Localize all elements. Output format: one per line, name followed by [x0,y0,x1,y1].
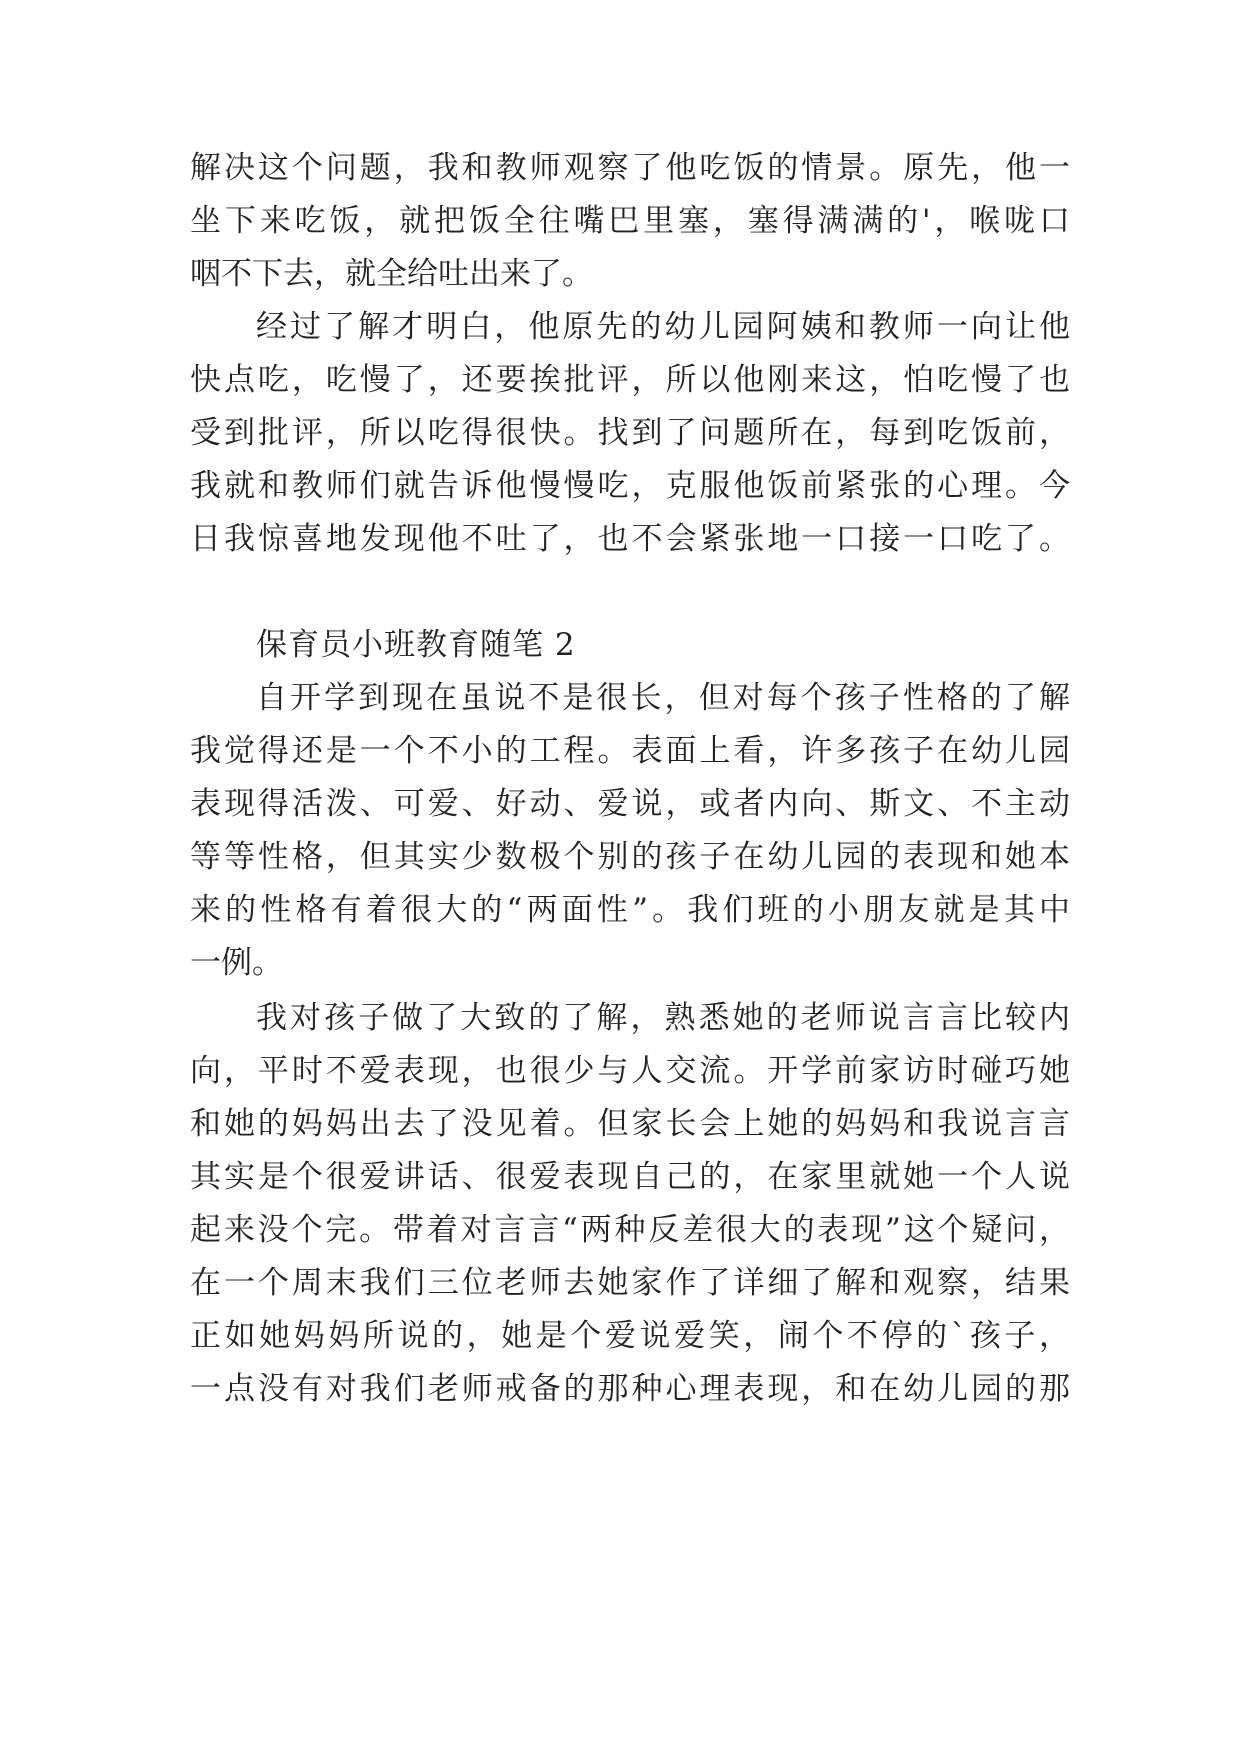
paragraph-3-line-3: 表现得活泼、可爱、好动、爱说，或者内向、斯文、不主动 [190,786,1070,822]
paragraph-1-line-2: 坐下来吃饭，就把饭全往嘴巴里塞，塞得满满的'，喉咙口 [190,203,1070,239]
paragraph-3-line-1: 自开学到现在虽说不是很长，但对每个孩子性格的了解 [256,680,1070,716]
paragraph-4-line-1: 我对孩子做了大致的了解，熟悉她的老师说言言比较内 [256,1000,1070,1036]
paragraph-4-line-7: 正如她妈妈所说的，她是个爱说爱笑，闹个不停的`孩子， [190,1318,1070,1354]
paragraph-4-line-4: 其实是个很爱讲话、很爱表现自己的，在家里就她一个人说 [190,1159,1070,1195]
paragraph-1-line-3: 咽不下去，就全给吐出来了。 [190,256,593,292]
paragraph-4-line-8: 一点没有对我们老师戒备的那种心理表现，和在幼儿园的那 [190,1371,1070,1407]
paragraph-3-line-5: 来的性格有着很大的“两面性”。我们班的小朋友就是其中 [190,892,1070,928]
paragraph-4-line-5: 起来没个完。带着对言言“两种反差很大的表现”这个疑问， [190,1212,1070,1248]
paragraph-2-line-2: 快点吃，吃慢了，还要挨批评，所以他刚来这，怕吃慢了也 [190,362,1070,398]
paragraph-2-line-4: 我就和教师们就告诉他慢慢吃，克服他饭前紧张的心理。今 [190,468,1070,504]
paragraph-3-line-4: 等等性格，但其实少数极个别的孩子在幼儿园的表现和她本 [190,839,1070,875]
paragraph-2-line-3: 受到批评，所以吃得很快。找到了问题所在，每到吃饭前， [190,415,1070,451]
paragraph-1-line-1: 解决这个问题，我和教师观察了他吃饭的情景。原先，他一 [190,150,1070,186]
paragraph-3-line-6: 一例。 [190,945,283,981]
section-heading: 保育员小班教育随笔 2 [256,627,576,663]
paragraph-2-line-5: 日我惊喜地发现他不吐了，也不会紧张地一口接一口吃了。 [190,521,1070,557]
paragraph-4-line-6: 在一个周末我们三位老师去她家作了详细了解和观察，结果 [190,1265,1070,1301]
paragraph-4-line-2: 向，平时不爱表现，也很少与人交流。开学前家访时碰巧她 [190,1053,1070,1089]
paragraph-2-line-1: 经过了解才明白，他原先的幼儿园阿姨和教师一向让他 [256,309,1070,345]
paragraph-3-line-2: 我觉得还是一个不小的工程。表面上看，许多孩子在幼儿园 [190,733,1070,769]
paragraph-4-line-3: 和她的妈妈出去了没见着。但家长会上她的妈妈和我说言言 [190,1106,1070,1142]
